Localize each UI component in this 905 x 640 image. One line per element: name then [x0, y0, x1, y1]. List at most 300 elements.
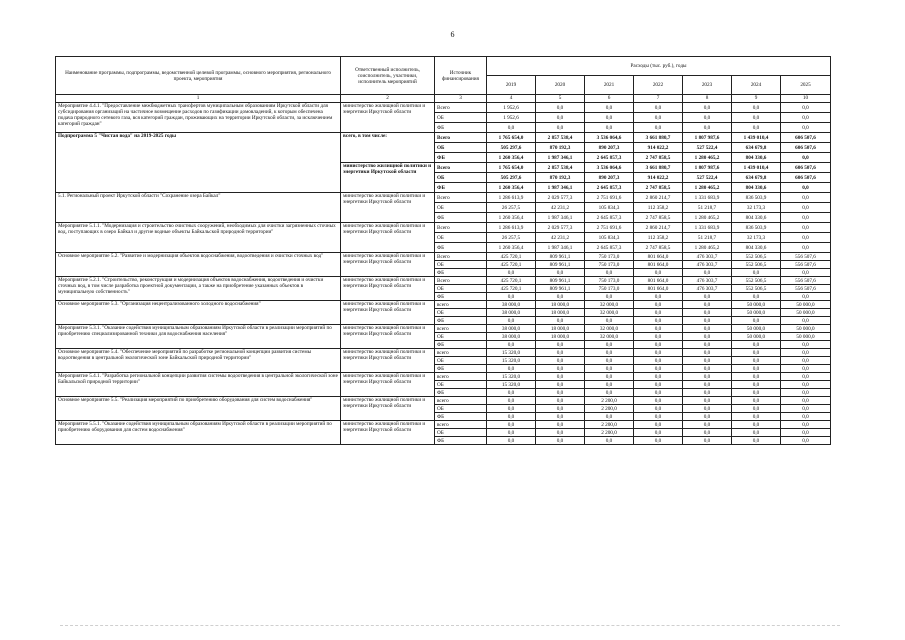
amount-cell: 50 000,0 [781, 325, 831, 333]
amount-cell: 38 000,0 [487, 301, 536, 309]
amount-cell: 0,0 [781, 113, 831, 123]
amount-cell: 0,0 [634, 413, 683, 421]
amount-cell: 527 522,4 [683, 143, 732, 153]
amount-cell: 3 661 880,7 [634, 133, 683, 143]
amount-cell: 0,0 [634, 405, 683, 413]
amount-cell: 0,0 [732, 421, 781, 429]
executor-cell: министерство жилищной политики и энергетики Иркутской области [341, 223, 435, 253]
amount-cell: 0,0 [634, 381, 683, 389]
amount-cell: 804 330,6 [732, 153, 781, 163]
amount-cell: 26 257,5 [487, 203, 536, 213]
amount-cell: 1 439 010,4 [732, 163, 781, 173]
amount-cell: 0,0 [683, 381, 732, 389]
program-name-cell: 5.1. Региональный проект Иркутской области "Сохранение озера Байкал" [56, 193, 341, 223]
amount-cell: 32 000,0 [585, 301, 634, 309]
amount-cell: 38 000,0 [487, 325, 536, 333]
amount-cell: 0,0 [683, 269, 732, 277]
amount-cell: 0,0 [781, 123, 831, 133]
amount-cell: 0,0 [683, 103, 732, 113]
funding-source-cell: ФБ [435, 317, 487, 325]
amount-cell: 0,0 [487, 421, 536, 429]
header-executor: Ответственный исполнитель, соисполнитель, участники, исполнитель мероприятий [341, 57, 435, 95]
amount-cell: 0,0 [683, 437, 732, 445]
amount-cell: 2 747 858,5 [634, 153, 683, 163]
amount-cell: 1 987 346,1 [536, 153, 585, 163]
executor-cell: министерство жилищной политики и энергетики Иркутской области [341, 277, 435, 301]
amount-cell: 0,0 [732, 269, 781, 277]
amount-cell: 0,0 [634, 421, 683, 429]
funding-source-cell: ОБ [435, 261, 487, 269]
amount-cell: 0,0 [634, 123, 683, 133]
amount-cell: 750 173,0 [585, 277, 634, 285]
amount-cell: 0,0 [732, 373, 781, 381]
amount-cell: 801 664,0 [634, 261, 683, 269]
amount-cell: 0,0 [634, 429, 683, 437]
amount-cell: 3 536 064,6 [585, 133, 634, 143]
executor-cell: министерство жилищной политики и энергетики Иркутской области [341, 325, 435, 349]
table-row [56, 421, 831, 429]
amount-cell: 2 200,0 [585, 421, 634, 429]
amount-cell: 0,0 [683, 309, 732, 317]
amount-cell: 0,0 [585, 269, 634, 277]
amount-cell: 0,0 [585, 103, 634, 113]
amount-cell: 809 961,1 [536, 261, 585, 269]
column-index: 10 [781, 95, 831, 103]
amount-cell: 836 503,9 [732, 223, 781, 233]
amount-cell: 0,0 [487, 429, 536, 437]
table-body [56, 103, 831, 445]
amount-cell: 0,0 [683, 293, 732, 301]
amount-cell: 2 857 538,4 [536, 133, 585, 143]
amount-cell: 914 022,2 [634, 173, 683, 183]
funding-source-cell: ФБ [435, 269, 487, 277]
program-name-cell: Мероприятие 5.1.1. "Модернизация и строительство очистных сооружений, необходимых для очистки загрязненных сточных вод, поступающих в озеро Байкал и другие водные объекты Байкальской природной территории" [56, 223, 341, 253]
amount-cell: 0,0 [732, 357, 781, 365]
table-row [56, 253, 831, 261]
amount-cell: 1 260 356,4 [487, 183, 536, 193]
amount-cell: 0,0 [732, 317, 781, 325]
amount-cell: 0,0 [781, 405, 831, 413]
program-name-cell: Мероприятие 5.4.1. "Разработка региональной концепции развития системы водоотведения в центральной экологической зоне Байкальской природной территории" [56, 373, 341, 397]
amount-cell: 0,0 [585, 293, 634, 301]
amount-cell: 0,0 [781, 389, 831, 397]
page-number: 6 [450, 30, 455, 39]
amount-cell: 0,0 [732, 103, 781, 113]
header-year: 2025 [781, 76, 831, 95]
amount-cell: 0,0 [536, 113, 585, 123]
amount-cell: 0,0 [634, 103, 683, 113]
amount-cell: 0,0 [634, 397, 683, 405]
amount-cell: 0,0 [683, 357, 732, 365]
amount-cell: 0,0 [683, 397, 732, 405]
amount-cell: 606 507,6 [781, 133, 831, 143]
funding-source-cell: Всего [435, 133, 487, 143]
amount-cell: 50 000,0 [732, 325, 781, 333]
amount-cell: 1 987 346,1 [536, 183, 585, 193]
amount-cell: 0,0 [634, 301, 683, 309]
amount-cell: 809 961,1 [536, 285, 585, 293]
amount-cell: 556 507,6 [781, 277, 831, 285]
amount-cell: 0,0 [536, 357, 585, 365]
amount-cell: 2 645 857,3 [585, 153, 634, 163]
amount-cell: 556 507,6 [781, 261, 831, 269]
amount-cell: 0,0 [487, 269, 536, 277]
amount-cell: 0,0 [487, 397, 536, 405]
amount-cell: 0,0 [634, 325, 683, 333]
amount-cell: 1 765 654,0 [487, 163, 536, 173]
amount-cell: 801 664,0 [634, 285, 683, 293]
amount-cell: 1 952,6 [487, 103, 536, 113]
program-name-cell: Мероприятие 4.4.1. "Предоставление межбюджетных трансфертов муниципальным образованиям Иркутской области для субсидирования организаций на частичное возмещение расходов по газификации домовладений, к которым обеспечена подача природного сетевого газа, вся категорий граждан, проживающих на территории Иркутской области, за исключением категорий граждан" [56, 103, 341, 133]
amount-cell: 0,0 [732, 349, 781, 357]
amount-cell: 1 280 465,2 [683, 153, 732, 163]
amount-cell: 0,0 [732, 293, 781, 301]
funding-source-cell: ФБ [435, 437, 487, 445]
amount-cell: 0,0 [683, 429, 732, 437]
amount-cell: 804 330,6 [732, 213, 781, 223]
executor-cell: министерство жилищной политики и энергетики Иркутской области [341, 373, 435, 397]
amount-cell: 0,0 [781, 357, 831, 365]
amount-cell: 0,0 [781, 381, 831, 389]
amount-cell: 0,0 [487, 293, 536, 301]
amount-cell: 0,0 [487, 365, 536, 373]
amount-cell: 0,0 [487, 389, 536, 397]
amount-cell: 750 173,0 [585, 261, 634, 269]
amount-cell: 2 747 858,5 [634, 183, 683, 193]
program-name-cell: Основное мероприятие 5.2. "Развитие и модернизация объектов водоснабжения, водоотведения и очистки сточных вод" [56, 253, 341, 277]
amount-cell: 0,0 [732, 341, 781, 349]
amount-cell: 50 000,0 [781, 301, 831, 309]
program-name-cell: Мероприятие 5.5.1. "Оказание содействия муниципальным образованиям Иркутской области в реализации мероприятий по приобретению оборудования для систем водоснабжения" [56, 421, 341, 445]
amount-cell: 0,0 [585, 341, 634, 349]
amount-cell: 505 297,6 [487, 173, 536, 183]
header-expenses: Расходы (тыс. руб.), годы [487, 57, 831, 76]
amount-cell: 0,0 [634, 357, 683, 365]
amount-cell: 0,0 [536, 389, 585, 397]
table-row [56, 277, 831, 285]
amount-cell: 0,0 [487, 405, 536, 413]
amount-cell: 0,0 [781, 437, 831, 445]
amount-cell: 0,0 [585, 365, 634, 373]
amount-cell: 0,0 [536, 373, 585, 381]
amount-cell: 50 000,0 [781, 333, 831, 341]
executor-cell: министерство жилищной политики и энергетики Иркутской области [341, 193, 435, 223]
amount-cell: 0,0 [732, 413, 781, 421]
amount-cell: 1 260 356,4 [487, 243, 536, 253]
amount-cell: 476 303,7 [683, 253, 732, 261]
amount-cell: 0,0 [683, 317, 732, 325]
amount-cell: 0,0 [781, 243, 831, 253]
amount-cell: 32 000,0 [585, 309, 634, 317]
amount-cell: 0,0 [781, 429, 831, 437]
amount-cell: 1 987 346,1 [536, 213, 585, 223]
amount-cell: 890 207,3 [585, 173, 634, 183]
amount-cell: 0,0 [781, 341, 831, 349]
amount-cell: 0,0 [536, 123, 585, 133]
amount-cell: 112 358,2 [634, 203, 683, 213]
column-index-row [56, 95, 831, 103]
amount-cell: 801 664,0 [634, 277, 683, 285]
funding-source-cell: ОБ [435, 405, 487, 413]
amount-cell: 1 280 465,2 [683, 243, 732, 253]
amount-cell: 0,0 [634, 269, 683, 277]
amount-cell: 2 200,0 [585, 405, 634, 413]
amount-cell: 870 192,3 [536, 143, 585, 153]
amount-cell: 2 860 214,7 [634, 193, 683, 203]
funding-source-cell: всего [435, 397, 487, 405]
amount-cell: 3 661 880,7 [634, 163, 683, 173]
table-row [56, 223, 831, 233]
funding-source-cell: всего [435, 421, 487, 429]
amount-cell: 0,0 [781, 203, 831, 213]
amount-cell: 1 807 987,6 [683, 133, 732, 143]
amount-cell: 527 522,4 [683, 173, 732, 183]
executor-cell: министерство жилищной политики и энергетики Иркутской области [341, 103, 435, 133]
funding-source-cell: Всего [435, 253, 487, 261]
amount-cell: 552 506,5 [732, 277, 781, 285]
amount-cell: 3 536 064,6 [585, 163, 634, 173]
amount-cell: 2 747 858,5 [634, 243, 683, 253]
amount-cell: 750 173,0 [585, 285, 634, 293]
amount-cell: 425 720,1 [487, 261, 536, 269]
column-index: 3 [435, 95, 487, 103]
funding-source-cell: ОБ [435, 203, 487, 213]
header-year: 2024 [732, 76, 781, 95]
amount-cell: 0,0 [585, 123, 634, 133]
funding-source-cell: ОБ [435, 381, 487, 389]
amount-cell: 0,0 [487, 413, 536, 421]
funding-source-cell: ОБ [435, 429, 487, 437]
amount-cell: 809 961,1 [536, 277, 585, 285]
amount-cell: 2 200,0 [585, 397, 634, 405]
amount-cell: 0,0 [487, 317, 536, 325]
amount-cell: 0,0 [487, 437, 536, 445]
program-name-cell: Основное мероприятие 5.5. "Реализация мероприятий по приобретению оборудования для систем водоснабжения" [56, 397, 341, 421]
amount-cell: 0,0 [683, 421, 732, 429]
amount-cell: 476 303,7 [683, 261, 732, 269]
amount-cell: 51 218,7 [683, 203, 732, 213]
amount-cell: 1 952,6 [487, 113, 536, 123]
amount-cell: 0,0 [732, 397, 781, 405]
amount-cell: 505 297,6 [487, 143, 536, 153]
executor-cell: министерство жилищной политики и энергетики Иркутской области [341, 421, 435, 445]
amount-cell: 0,0 [781, 293, 831, 301]
amount-cell: 1 286 613,9 [487, 193, 536, 203]
header-year: 2022 [634, 76, 683, 95]
amount-cell: 804 330,6 [732, 243, 781, 253]
amount-cell: 0,0 [634, 333, 683, 341]
amount-cell: 0,0 [781, 223, 831, 233]
amount-cell: 42 231,2 [536, 233, 585, 243]
amount-cell: 32 000,0 [585, 333, 634, 341]
amount-cell: 1 331 683,9 [683, 223, 732, 233]
amount-cell: 32 000,0 [585, 325, 634, 333]
amount-cell: 836 503,9 [732, 193, 781, 203]
amount-cell: 15 320,0 [487, 373, 536, 381]
funding-source-cell: ФБ [435, 213, 487, 223]
executor-cell: министерство жилищной политики и энергетики Иркутской области [341, 163, 435, 193]
funding-source-cell: ФБ [435, 413, 487, 421]
table-head [56, 57, 831, 103]
executor-cell: всего, в том числе: [341, 133, 435, 163]
amount-cell: 0,0 [536, 405, 585, 413]
amount-cell: 552 506,5 [732, 253, 781, 261]
amount-cell: 1 280 465,2 [683, 213, 732, 223]
funding-source-cell: ОБ [435, 357, 487, 365]
amount-cell: 26 257,5 [487, 233, 536, 243]
amount-cell: 0,0 [781, 213, 831, 223]
amount-cell: 2 200,0 [585, 429, 634, 437]
amount-cell: 0,0 [781, 413, 831, 421]
amount-cell: 0,0 [683, 325, 732, 333]
amount-cell: 476 303,7 [683, 277, 732, 285]
amount-cell: 0,0 [732, 429, 781, 437]
column-index: 2 [341, 95, 435, 103]
amount-cell: 0,0 [634, 389, 683, 397]
funding-source-cell: ОБ [435, 173, 487, 183]
amount-cell: 0,0 [634, 293, 683, 301]
funding-source-cell: ОБ [435, 113, 487, 123]
amount-cell: 0,0 [683, 333, 732, 341]
amount-cell: 476 303,7 [683, 285, 732, 293]
table-row [56, 133, 831, 143]
amount-cell: 1 260 356,4 [487, 213, 536, 223]
amount-cell: 914 022,2 [634, 143, 683, 153]
amount-cell: 0,0 [781, 373, 831, 381]
amount-cell: 18 000,0 [536, 309, 585, 317]
amount-cell: 890 207,3 [585, 143, 634, 153]
amount-cell: 32 173,3 [732, 203, 781, 213]
amount-cell: 0,0 [585, 317, 634, 325]
header-year: 2019 [487, 76, 536, 95]
amount-cell: 0,0 [536, 421, 585, 429]
amount-cell: 809 961,1 [536, 253, 585, 261]
funding-source-cell: ФБ [435, 153, 487, 163]
amount-cell: 15 320,0 [487, 381, 536, 389]
amount-cell: 38 000,0 [487, 309, 536, 317]
amount-cell: 2 751 691,6 [585, 193, 634, 203]
amount-cell: 0,0 [536, 103, 585, 113]
amount-cell: 0,0 [536, 437, 585, 445]
amount-cell: 0,0 [634, 341, 683, 349]
amount-cell: 0,0 [781, 233, 831, 243]
program-name-cell: Основное мероприятие 5.3. "Организация нецентрализованного холодного водоснабжения" [56, 301, 341, 325]
amount-cell: 0,0 [585, 389, 634, 397]
amount-cell: 1 331 683,9 [683, 193, 732, 203]
amount-cell: 38 000,0 [487, 333, 536, 341]
scan-edge [60, 625, 840, 632]
funding-source-cell: всего [435, 325, 487, 333]
amount-cell: 0,0 [585, 413, 634, 421]
column-index: 8 [683, 95, 732, 103]
amount-cell: 18 000,0 [536, 301, 585, 309]
funding-source-cell: Всего [435, 277, 487, 285]
amount-cell: 0,0 [536, 429, 585, 437]
amount-cell: 2 645 857,3 [585, 183, 634, 193]
funding-source-cell: ОБ [435, 233, 487, 243]
amount-cell: 425 720,1 [487, 253, 536, 261]
funding-source-cell: всего [435, 373, 487, 381]
amount-cell: 0,0 [683, 365, 732, 373]
amount-cell: 606 507,6 [781, 163, 831, 173]
amount-cell: 2 751 691,6 [585, 223, 634, 233]
funding-source-cell: ОБ [435, 285, 487, 293]
table-row [56, 301, 831, 309]
amount-cell: 556 507,6 [781, 285, 831, 293]
amount-cell: 2 860 214,7 [634, 223, 683, 233]
amount-cell: 2 645 857,3 [585, 243, 634, 253]
header-year: 2020 [536, 76, 585, 95]
amount-cell: 0,0 [536, 397, 585, 405]
amount-cell: 552 506,5 [732, 261, 781, 269]
amount-cell: 50 000,0 [781, 309, 831, 317]
amount-cell: 0,0 [634, 317, 683, 325]
amount-cell: 0,0 [487, 123, 536, 133]
amount-cell: 750 173,0 [585, 253, 634, 261]
amount-cell: 0,0 [634, 365, 683, 373]
amount-cell: 2 029 577,3 [536, 193, 585, 203]
amount-cell: 870 192,3 [536, 173, 585, 183]
amount-cell: 0,0 [634, 349, 683, 357]
amount-cell: 0,0 [536, 365, 585, 373]
amount-cell: 0,0 [585, 113, 634, 123]
program-name-cell: Подпрограмма 5 "Чистая вода" на 2019-2025 годы [56, 133, 341, 193]
amount-cell: 1 807 987,6 [683, 163, 732, 173]
amount-cell: 50 000,0 [732, 309, 781, 317]
amount-cell: 1 260 356,4 [487, 153, 536, 163]
amount-cell: 0,0 [683, 389, 732, 397]
column-index: 4 [487, 95, 536, 103]
amount-cell: 0,0 [732, 113, 781, 123]
amount-cell: 0,0 [732, 123, 781, 133]
amount-cell: 0,0 [683, 341, 732, 349]
amount-cell: 2 645 857,3 [585, 213, 634, 223]
amount-cell: 0,0 [781, 269, 831, 277]
header-year: 2021 [585, 76, 634, 95]
funding-source-cell: ФБ [435, 183, 487, 193]
amount-cell: 15 320,0 [487, 349, 536, 357]
table-row [56, 103, 831, 113]
column-index: 9 [732, 95, 781, 103]
amount-cell: 18 000,0 [536, 325, 585, 333]
amount-cell: 0,0 [683, 373, 732, 381]
amount-cell: 634 679,8 [732, 173, 781, 183]
amount-cell: 425 720,1 [487, 277, 536, 285]
amount-cell: 0,0 [781, 365, 831, 373]
amount-cell: 1 765 654,0 [487, 133, 536, 143]
amount-cell: 0,0 [683, 113, 732, 123]
funding-source-cell: всего [435, 301, 487, 309]
amount-cell: 0,0 [683, 123, 732, 133]
amount-cell: 32 173,3 [732, 233, 781, 243]
funding-source-cell: ОБ [435, 143, 487, 153]
header-source: Источник финансирования [435, 57, 487, 95]
amount-cell: 606 507,6 [781, 143, 831, 153]
program-name-cell: Основное мероприятие 5.4. "Обеспечение мероприятий по разработке региональной концепции развития системы водоотведения в центральной экологической зоне Байкальской природной территории" [56, 349, 341, 373]
amount-cell: 0,0 [634, 309, 683, 317]
executor-cell: министерство жилищной политики и энергетики Иркутской области [341, 349, 435, 373]
amount-cell: 1 439 010,4 [732, 133, 781, 143]
amount-cell: 1 987 346,1 [536, 243, 585, 253]
amount-cell: 50 000,0 [732, 301, 781, 309]
funding-source-cell: Всего [435, 163, 487, 173]
amount-cell: 0,0 [781, 103, 831, 113]
column-index: 1 [56, 95, 341, 103]
funding-source-cell: Всего [435, 103, 487, 113]
amount-cell: 0,0 [683, 413, 732, 421]
program-name-cell: Мероприятие 5.3.1. "Оказание содействия муниципальным образованиям Иркутской области в реализации мероприятий по приобретению специализированной техники для водоснабжения населения" [56, 325, 341, 349]
amount-cell: 18 000,0 [536, 333, 585, 341]
